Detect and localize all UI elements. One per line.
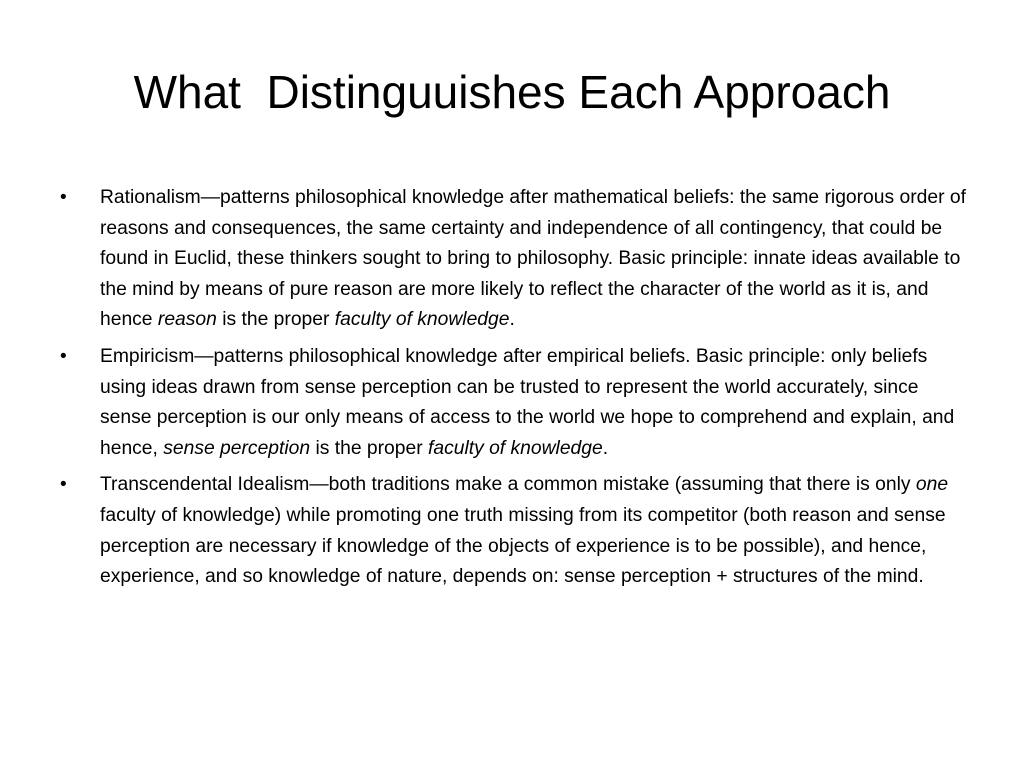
text-segment-italic: one — [915, 474, 949, 496]
bullet-text — [100, 187, 966, 330]
slide-title: What Distinguuishes Each Approach — [133, 66, 891, 118]
text-segment: Transcendental Idealism—both traditions make a common mistake (assuming that there is only — [100, 474, 916, 496]
bullet-item-empiricism — [60, 342, 972, 464]
bullet-text — [100, 346, 954, 459]
bullet-item-rationalism — [60, 183, 972, 336]
text-segment-italic: reason — [157, 309, 217, 331]
text-segment: Rationalism—patterns philosophical knowledge after mathematical beliefs: the same rigorous order of reasons and consequences, the same certainty and independence of all contingency, that could be found in Euclid, these thinkers sought to bring to philosophy. Basic principle: innate ideas available to the mind by means of pure reason are more likely to reflect the character of the world as it is, and hence — [100, 187, 966, 331]
text-segment: . — [509, 309, 515, 331]
bullet-item-transcendental-idealism — [60, 470, 972, 592]
text-segment-italic: faculty of knowledge — [428, 437, 603, 459]
bullet-text — [100, 474, 948, 587]
text-segment: is the proper — [216, 309, 335, 331]
text-segment: Empiricism—patterns philosophical knowledge after empirical beliefs. Basic principle: only beliefs using ideas drawn from sense perception can be trusted to represent the world accurately, since sense perception is our only means of access to the world we hope to comprehend and explain, and hence, — [100, 345, 955, 459]
text-segment: is the proper — [310, 437, 428, 459]
bullet-icon: • — [60, 187, 67, 208]
text-segment-italic: sense perception — [163, 437, 311, 459]
text-segment: faculty of knowledge) while promoting one truth missing from its competitor (both reason and sense perception are necessary if knowledge of the objects of experience is to be possible), and hence, experience, and so knowledge of nature, depends on: sense perception + structures of the mind. — [100, 504, 946, 588]
bullet-list — [60, 183, 972, 599]
text-segment-italic: faculty of knowledge — [334, 309, 510, 331]
text-segment: . — [602, 437, 609, 459]
bullet-icon: • — [60, 345, 67, 367]
bullet-icon: • — [60, 474, 67, 496]
